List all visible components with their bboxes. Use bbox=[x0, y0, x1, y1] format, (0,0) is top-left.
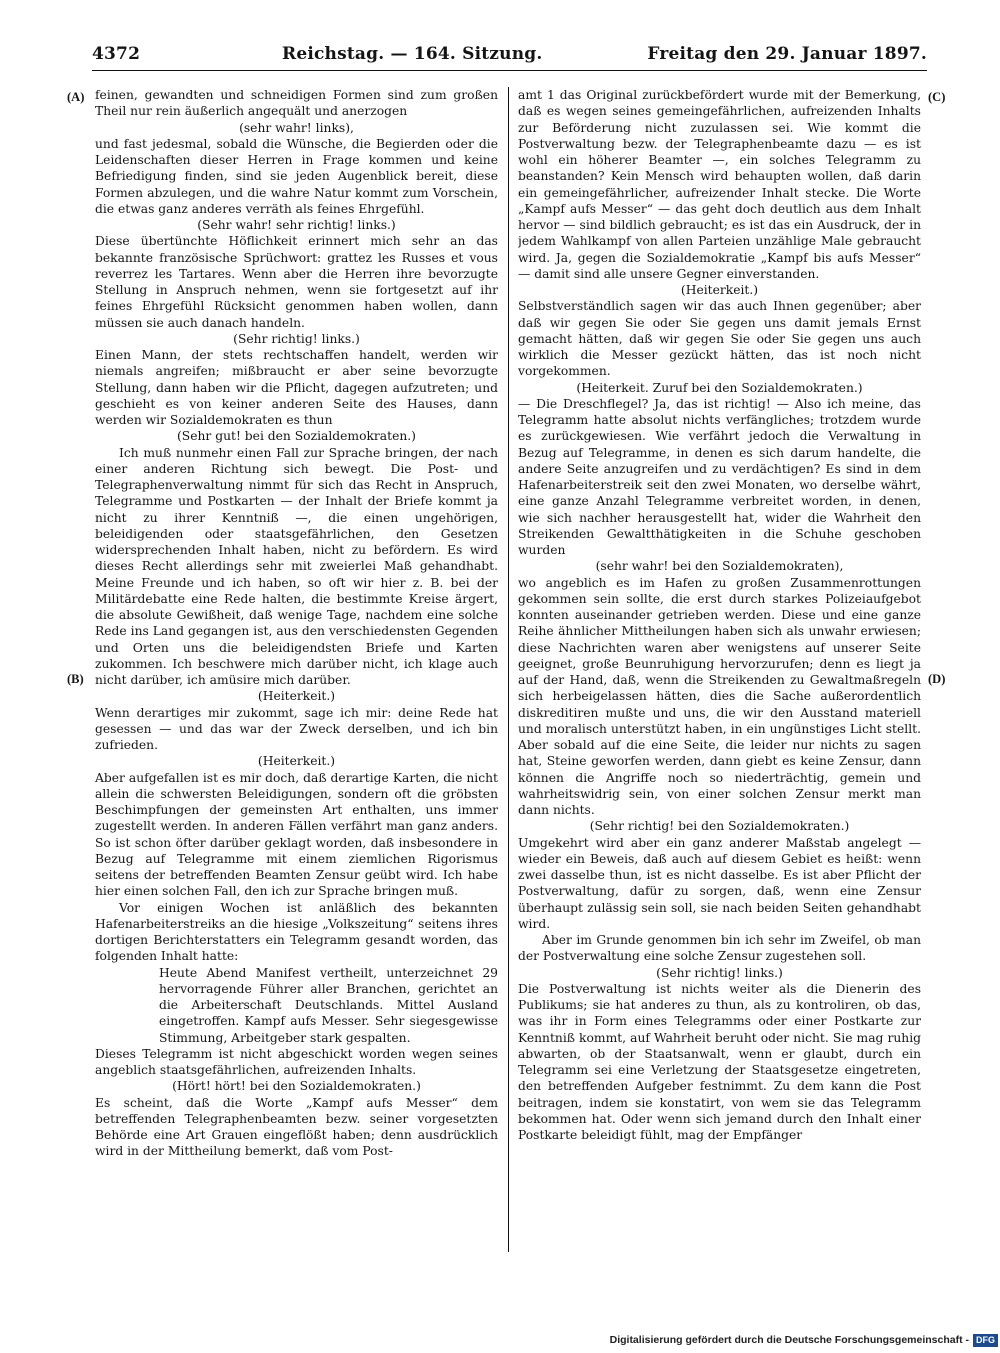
interjection: (Sehr richtig! links.) bbox=[233, 331, 360, 346]
speech-paragraph: Ich muß nunmehr einen Fall zur Sprache bringen, der nach einer anderen Richtung sich bewegt. Die Post- und Telegraphenverwaltung nimmt für sich das Recht in Anspruch, Telegramme und Postkarten — der Inhalt der Briefe kommt ja nicht zu ihrer Kenntniß —, die einen ungehörigen, beleidigenden oder staatsgefährlichen, den Gesetzen widersprechenden Inhalt haben, nicht zu befördern. Es wird dieses Recht allerdings sehr mit zweierlei Maß gehandhabt. Meine Freunde und ich haben, so oft wir hier z. B. bei der Militärdebatte eine Rede halten, die bestimmte Kreise ärgert, die absolute Gewißheit, daß wenige Tage, nachdem eine solche Rede ins Land gegangen ist, aus den verschiedensten Gegenden und Orten uns die beleidigendsten Briefe und Karten zukommen. Ich beschwere mich darüber nicht, ich klage auch nicht darüber, ich amüsire mich darüber. bbox=[95, 445, 498, 687]
quoted-telegram: Heute Abend Manifest vertheilt, unterzeichnet 29 hervorragende Führer aller Branchen, gerichtet an die Arbeiterschaft Deutschlands. Mittel Ausland eingetroffen. Kampf aufs Messer. Sehr siegesgewisse Stimmung, Arbeitgeber stark gespalten. bbox=[159, 965, 498, 1045]
interjection: (Heiterkeit.) bbox=[680, 283, 759, 297]
section-marker-c: (C) bbox=[928, 90, 946, 104]
speech-paragraph: Aber im Grunde genommen bin ich sehr im Zweifel, ob man der Postverwaltung eine solche Zensur zugestehen soll. bbox=[518, 933, 921, 964]
speech-paragraph: Einen Mann, der stets rechtschaffen handelt, werden wir niemals angreifen; mißbraucht er aber seine bevorzugte Stellung, dann haben wir die Pflicht, dagegen aufzutreten; und geschieht es von keiner anderen Seite des Hauses, dann werden wir Sozialdemokraten es thun bbox=[95, 348, 498, 427]
speech-paragraph: — Die Dreschflegel? Ja, das ist richtig! — Also ich meine, das Telegramm hatte absolut nichts verfängliches; trotzdem wurde es zurückgewiesen. Wie verfährt jedoch die Verwaltung in Bezug auf Telegramme, in denen es sich darum handelte, die andere Seite anzugreifen und zu verdächtigen? Es sind in dem Hafenarbeiterstreik seit den zwei Monaten, wo derselbe währt, eine ganze Anzahl Telegramme verbreitet worden, in denen, wie sich nachher herausgestellt hat, wider die Wahrheit den Streikenden Gewaltthätigkeiten in die Schuhe geschoben wurden bbox=[518, 396, 921, 557]
interjection: (Sehr gut! bei den Sozialdemokraten.) bbox=[177, 429, 416, 444]
interjection: (Heiterkeit.) bbox=[257, 754, 336, 769]
footer-credit: Digitalisierung gefördert durch die Deutsche Forschungsgemeinschaft - bbox=[609, 1334, 969, 1346]
speech-paragraph: Wenn derartiges mir zukommt, sage ich mir: deine Rede hat gesessen — und das war der Zweck derselben, und ich bin zufrieden. bbox=[95, 705, 498, 752]
speech-paragraph: Diese übertünchte Höflichkeit erinnert mich sehr an das bekannte französische Sprüchwort: grattez les Russes et vous reverrez les Tartares. Wenn aber die Herren ihre bevorzugte Stellung in Anspruch nehmen, wenn sie fortgesetzt auf ihr feines Ehrgefühl Rücksicht genommen haben wollen, dann müssen sie auch danach handeln. bbox=[95, 234, 498, 330]
speech-paragraph: wo angeblich es im Hafen zu großen Zusammenrottungen gekommen sein sollte, die erst durch starkes Polizeiaufgebot konnten auseinander getrieben werden. Diese und eine ganze Reihe ähnlicher Mittheilungen haben sich als unwahr erwiesen; diese Nachrichten waren aber wenigstens auf unserer Seite geeignet, große Beunruhigung hervorzurufen; denn es liegt ja auf der Hand, daß, wenn die Streikenden zu Gewaltmaßregeln sich herbeigelassen hätten, dies die Sache außerordentlich diskreditiren mußte und uns, die wir den Ausstand materiell und moralisch unterstützt haben, in ein ungünstiges Licht stellt. Aber sobald auf die eine Seite, die leider nur nichts zu sagen hat, Steine geworfen werden, dann giebt es keine Zensur, dann können die Angriffe noch so niederträchtig, gemein und wahrheitswidrig sein, von einer solchen Zensur merkt man dann nichts. bbox=[518, 575, 921, 817]
speech-paragraph: Vor einigen Wochen ist anläßlich des bekannten Hafenarbeiterstreiks an die hiesige „Volkszeitung“ seitens ihres dortigen Berichterstatters ein Telegramm gesandt worden, das folgenden Inhalt hatte: bbox=[95, 900, 498, 964]
interjection: (Heiterkeit.) bbox=[257, 689, 336, 704]
speech-paragraph: Umgekehrt wird aber ein ganz anderer Maßstab angelegt — wieder ein Beweis, daß auch auf diesem Gebiet es heißt: wenn zwei dasselbe thun, ist es nicht dasselbe. Es ist aber Pflicht der Postverwaltung, dafür zu sorgen, daß, wenn eine Zensur überhaupt zulässig sein soll, sie nach beiden Seiten gehandhabt wird. bbox=[518, 835, 921, 931]
page-footer bbox=[598, 1332, 998, 1348]
session-date: Freitag den 29. Januar 1897. bbox=[647, 44, 927, 64]
speech-paragraph: amt 1 das Original zurückbefördert wurde mit der Bemerkung, daß es wegen seines gemeingefährlichen, aufreizenden Inhalts zur Beförderung nicht zuzulassen sei. Wie kommt die Postverwaltung bezw. der Telegraphenbeamte dazu — es ist wohl ein höherer Beamter —, ein solches Telegramm zu beanstanden? Kein Mensch wird behaupten wollen, daß darin ein gemeingefährlicher, aufreizender Inhalt stecke. Die Worte „Kampf aufs Messer“ — das geht doch deutlich aus dem Inhalt hervor — sind bildlich gebraucht; es ist das ein Ausdruck, der in jedem Wahlkampf von allen Parteien unzählige Male gebraucht wird. Ja, gegen die Sozialdemokratie „Kampf bis aufs Messer“ — damit sind alle unsere Gegner einverstanden. bbox=[518, 88, 921, 281]
header-rule bbox=[92, 70, 927, 71]
speech-paragraph: Aber aufgefallen ist es mir doch, daß derartige Karten, die nicht allein die schwersten Beleidigungen, sondern oft die gröbsten Beschimpfungen der gemeinsten Art enthalten, uns immer zugestellt werden. In anderen Fällen verfährt man ganz anders. So ist schon öfter darüber geklagt worden, daß insbesondere in Bezug auf Telegramme mit einem ziemlichen Rigorismus seitens der betreffenden Beamten Zensur geübt wird. Ich habe hier einen solchen Fall, den ich zur Sprache bringen muß. bbox=[95, 770, 498, 899]
speech-paragraph: Es scheint, daß die Worte „Kampf aufs Messer“ dem betreffenden Telegraphenbeamten bezw. seiner vorgesetzten Behörde eine Art Grauen eingeflößt haben; denn ausdrücklich wird in der Mittheilung bemerkt, daß vom Post- bbox=[95, 1095, 498, 1159]
speech-paragraph: und fast jedesmal, sobald die Wünsche, die Begierden oder die Leidenschaften dieser Herren in Frage kommen und keine Befriedigung finden, sind sie jeden Augenblick bereit, diese Formen abzulegen, und die wahre Natur kommt zum Vorschein, die etwas ganz anderes verräth als feines Ehrgefühl. bbox=[95, 136, 498, 216]
interjection: (Hört! hört! bei den Sozialdemokraten.) bbox=[172, 1079, 421, 1094]
column-divider bbox=[508, 87, 509, 1252]
section-marker-a: (A) bbox=[67, 90, 85, 104]
section-marker-d: (D) bbox=[928, 672, 946, 686]
page-header bbox=[92, 44, 927, 70]
speech-paragraph: Selbstverständlich sagen wir das auch Ihnen gegenüber; aber daß wir gegen Sie oder Sie gegen uns damit jemals Ernst gemacht hätten, daß wir gegen Sie oder Sie gegen uns auch wirklich die Messer gezückt hätten, das ist noch nicht vorgekommen. bbox=[518, 299, 921, 379]
speech-paragraph: Dieses Telegramm ist nicht abgeschickt worden wegen seines angeblich staatsgefährlichen, aufreizenden Inhalts. bbox=[95, 1046, 498, 1077]
interjection: (sehr wahr! links), bbox=[239, 120, 354, 135]
interjection: (Heiterkeit. Zuruf bei den Sozialdemokraten.) bbox=[576, 380, 863, 395]
interjection: (Sehr richtig! bei den Sozialdemokraten.) bbox=[589, 819, 850, 834]
speech-paragraph: feinen, gewandten und schneidigen Formen sind zum großen Theil nur rein äußerlich angequält und anerzogen bbox=[95, 88, 498, 119]
right-text-column bbox=[518, 87, 921, 1252]
page-number: 4372 bbox=[92, 44, 141, 64]
left-text-column bbox=[95, 87, 498, 1252]
interjection: (Sehr richtig! links.) bbox=[656, 965, 783, 980]
interjection: (sehr wahr! bei den Sozialdemokraten), bbox=[595, 559, 844, 574]
dfg-logo: DFG bbox=[973, 1334, 998, 1347]
session-title: Reichstag. — 164. Sitzung. bbox=[282, 44, 543, 64]
speech-paragraph: Die Postverwaltung ist nichts weiter als die Dienerin des Publikums; sie hat anderes zu thun, als zu kontroliren, ob das, was ihr in Form eines Telegramms oder einer Postkarte zur Kenntniß kommt, auf Wahrheit beruht oder nicht. Sie mag ruhig abwarten, ob der Staatsanwalt, wenn er glaubt, durch ein Telegramm sei eine Verletzung der Staatsgesetze eingetreten, den betreffenden Aufgeber festnimmt. Zu dem kann die Post beitragen, indem sie konstatirt, von wem sie das Telegramm bekommen hat. Oder wenn sich jemand durch den Inhalt einer Postkarte beleidigt fühlt, mag der Empfänger bbox=[518, 981, 921, 1142]
interjection: (Sehr wahr! sehr richtig! links.) bbox=[197, 218, 396, 232]
section-marker-b: (B) bbox=[67, 672, 84, 686]
